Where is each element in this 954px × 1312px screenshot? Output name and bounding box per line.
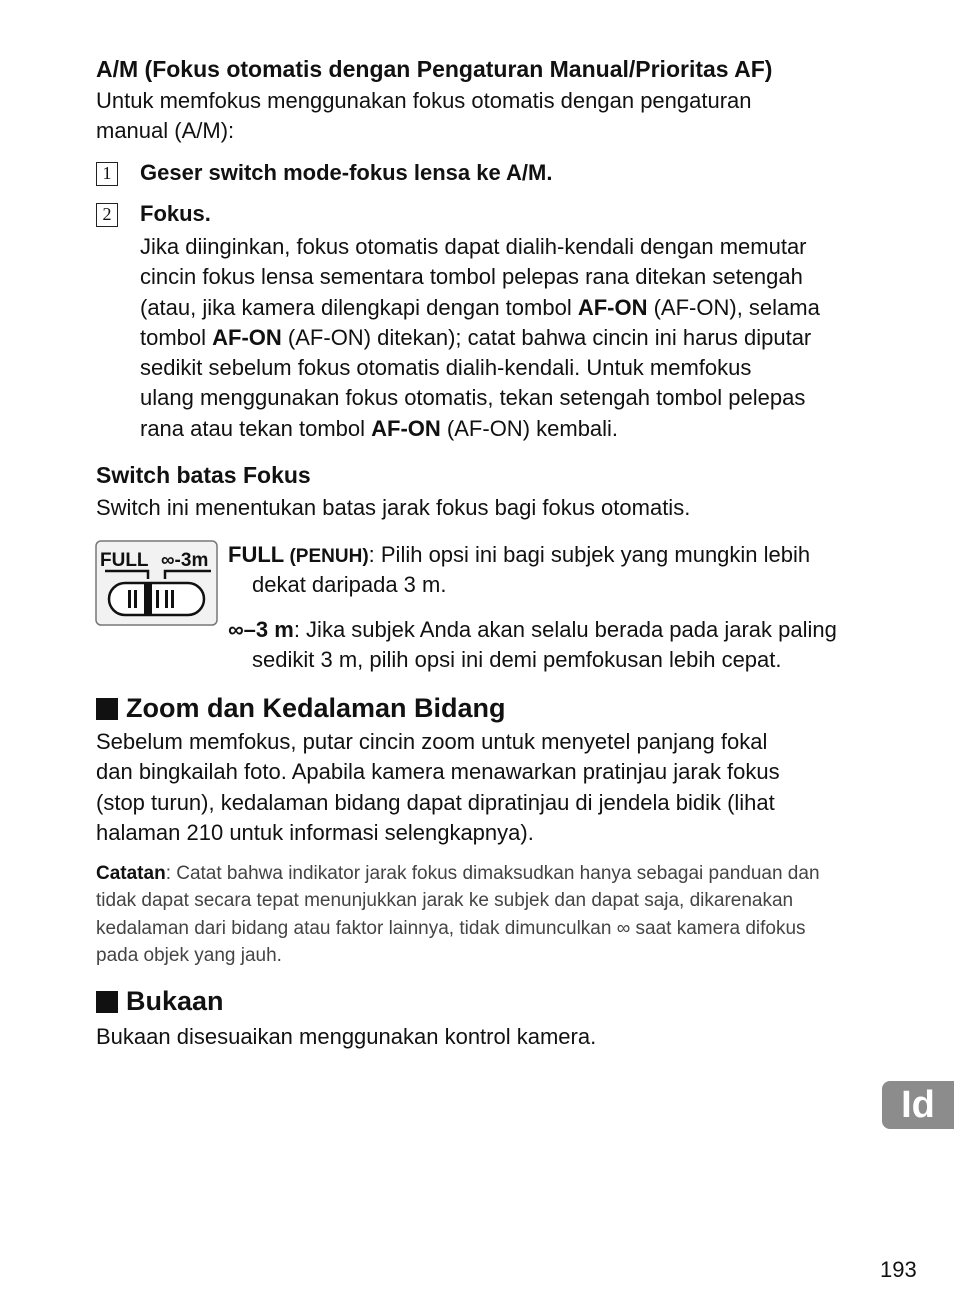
am-intro-line: Untuk memfokus menggunakan fokus otomatis dengan pengaturan — [96, 88, 752, 113]
af-on-button-label: AF-ON — [212, 324, 282, 350]
step-2-title: Fokus. — [140, 201, 211, 226]
inf-option-text: : Jika subjek Anda akan selalu berada pada jarak paling — [293, 617, 837, 642]
note-line: pada objek yang jauh. — [96, 944, 282, 966]
step-2-line — [140, 293, 820, 323]
am-heading: A/M (Fokus otomatis dengan Pengaturan Manual/Prioritas AF) — [96, 56, 773, 82]
note-label: Catatan — [96, 863, 166, 884]
language-tab: Id — [882, 1081, 954, 1129]
zoom-line: dan bingkailah foto. Apabila kamera menawarkan pratinjau jarak fokus — [96, 759, 780, 785]
step-2-line — [140, 323, 820, 353]
text-run: (AF-ON) ditekan); catat bahwa cincin ini harus diputar — [281, 324, 812, 350]
af-on-button-label: AF-ON — [577, 294, 648, 320]
zoom-body — [96, 727, 780, 848]
zoom-line: (stop turun), kedalaman bidang dapat dipratinjau di jendela bidik (lihat — [96, 789, 775, 815]
aperture-heading — [96, 986, 224, 1017]
text-run: (AF-ON), selama — [647, 294, 820, 320]
note-line — [96, 860, 820, 887]
zoom-heading — [96, 693, 506, 724]
focus-limit-switch-illustration — [95, 540, 218, 626]
text-run: tombol — [140, 324, 213, 350]
switch-range-label: ∞-3m — [161, 550, 209, 571]
inf-option-line-2: sedikit 3 m, pilih opsi ini demi pemfokusan lebih cepat. — [252, 647, 782, 672]
note-line: kedalaman dari bidang atau faktor lainnya, tidak dimunculkan ∞ saat kamera difokus — [96, 917, 806, 939]
limit-intro: Switch ini menentukan batas jarak fokus bagi fokus otomatis. — [96, 495, 691, 520]
full-option-label: FULL — [228, 542, 285, 567]
zoom-heading-text: Zoom dan Kedalaman Bidang — [126, 693, 506, 723]
step-2-line: sedikit sebelum fokus otomatis dialih-kendali. Untuk memfokus — [140, 355, 752, 381]
step-1-text: Geser switch mode-fokus lensa ke A/M. — [140, 160, 553, 185]
note-block — [96, 860, 820, 969]
square-bullet-icon — [96, 991, 118, 1013]
inf-option-line-1 — [228, 615, 837, 645]
zoom-line: halaman 210 untuk informasi selengkapnya). — [96, 819, 534, 845]
page-number: 193 — [880, 1257, 917, 1282]
zoom-line: Sebelum memfokus, putar cincin zoom untuk menyetel panjang fokal — [96, 729, 768, 754]
note-line: tidak dapat secara tepat menunjukkan jarak ke subjek dan dapat saja, dikarenakan — [96, 890, 794, 912]
limit-heading: Switch batas Fokus — [96, 462, 311, 488]
step-2-line — [140, 414, 820, 444]
step-2-line: Jika diinginkan, fokus otomatis dapat dialih-kendali dengan memutar — [140, 234, 807, 259]
am-intro-line: manual (A/M): — [96, 118, 235, 144]
switch-full-label: FULL — [100, 550, 149, 571]
am-intro — [96, 86, 752, 147]
full-option-line-1 — [228, 540, 810, 572]
step-2-line: cincin fokus lensa sementara tombol pelepas rana ditekan setengah — [140, 264, 803, 290]
text-run: (AF-ON) kembali. — [440, 415, 619, 441]
step-2-body — [140, 232, 820, 444]
text-run: (atau, jika kamera dilengkapi dengan tombol — [140, 294, 578, 320]
step-2-line: ulang menggunakan fokus otomatis, tekan setengah tombol pelepas — [140, 385, 806, 411]
af-on-button-label: AF-ON — [371, 415, 441, 441]
inf-option-label: ∞–3 m — [228, 617, 294, 642]
aperture-heading-text: Bukaan — [126, 986, 224, 1016]
step-1-number: 1 — [96, 162, 118, 186]
aperture-text: Bukaan disesuaikan menggunakan kontrol kamera. — [96, 1024, 597, 1049]
full-option-line-2: dekat daripada 3 m. — [252, 572, 447, 597]
full-option-text: : Pilih opsi ini bagi subjek yang mungkin lebih — [368, 542, 811, 567]
step-2-number: 2 — [96, 203, 118, 227]
note-text: : Catat bahwa indikator jarak fokus dimaksudkan hanya sebagai panduan dan — [165, 863, 820, 884]
square-bullet-icon — [96, 698, 118, 720]
full-option-paren: (PENUH) — [284, 546, 369, 567]
text-run: rana atau tekan tombol — [140, 415, 372, 441]
